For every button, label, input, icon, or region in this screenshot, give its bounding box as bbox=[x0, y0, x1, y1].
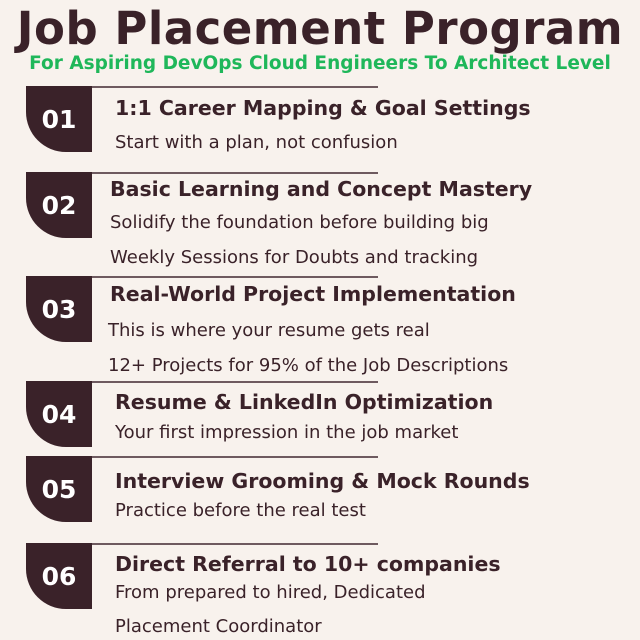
step-heading: Real-World Project Implementation bbox=[110, 282, 516, 306]
step-description: Weekly Sessions for Doubts and tracking bbox=[110, 247, 479, 268]
step-number-badge: 04 bbox=[26, 381, 92, 447]
step-heading: Interview Grooming & Mock Rounds bbox=[115, 469, 530, 493]
step-description: Your first impression in the job market bbox=[115, 422, 459, 443]
step-description: This is where your resume gets real bbox=[108, 320, 430, 341]
step-number-badge: 03 bbox=[26, 276, 92, 342]
step-description: Start with a plan, not confusion bbox=[115, 132, 398, 153]
page-subtitle: For Aspiring DevOps Cloud Engineers To Architect Level bbox=[29, 53, 611, 74]
step-heading: Direct Referral to 10+ companies bbox=[115, 552, 501, 576]
step-heading: Resume & LinkedIn Optimization bbox=[115, 390, 494, 414]
step-number-badge: 05 bbox=[26, 456, 92, 522]
step-divider bbox=[92, 276, 378, 278]
step-number-badge: 01 bbox=[26, 86, 92, 152]
step-description: From prepared to hired, Dedicated bbox=[115, 582, 426, 603]
page-title: Job Placement Program bbox=[16, 2, 624, 55]
step-divider bbox=[92, 381, 378, 383]
step-number-badge: 02 bbox=[26, 172, 92, 238]
step-description: Solidify the foundation before building big bbox=[110, 212, 489, 233]
step-divider bbox=[92, 86, 378, 88]
step-heading: Basic Learning and Concept Mastery bbox=[110, 177, 533, 201]
step-description: Placement Coordinator bbox=[115, 616, 322, 637]
step-description: 12+ Projects for 95% of the Job Descriptions bbox=[108, 355, 509, 376]
step-divider bbox=[92, 543, 378, 545]
step-number-badge: 06 bbox=[26, 543, 92, 609]
step-heading: 1:1 Career Mapping & Goal Settings bbox=[115, 96, 531, 120]
step-divider bbox=[92, 172, 378, 174]
step-divider bbox=[92, 456, 378, 458]
step-description: Practice before the real test bbox=[115, 500, 366, 521]
